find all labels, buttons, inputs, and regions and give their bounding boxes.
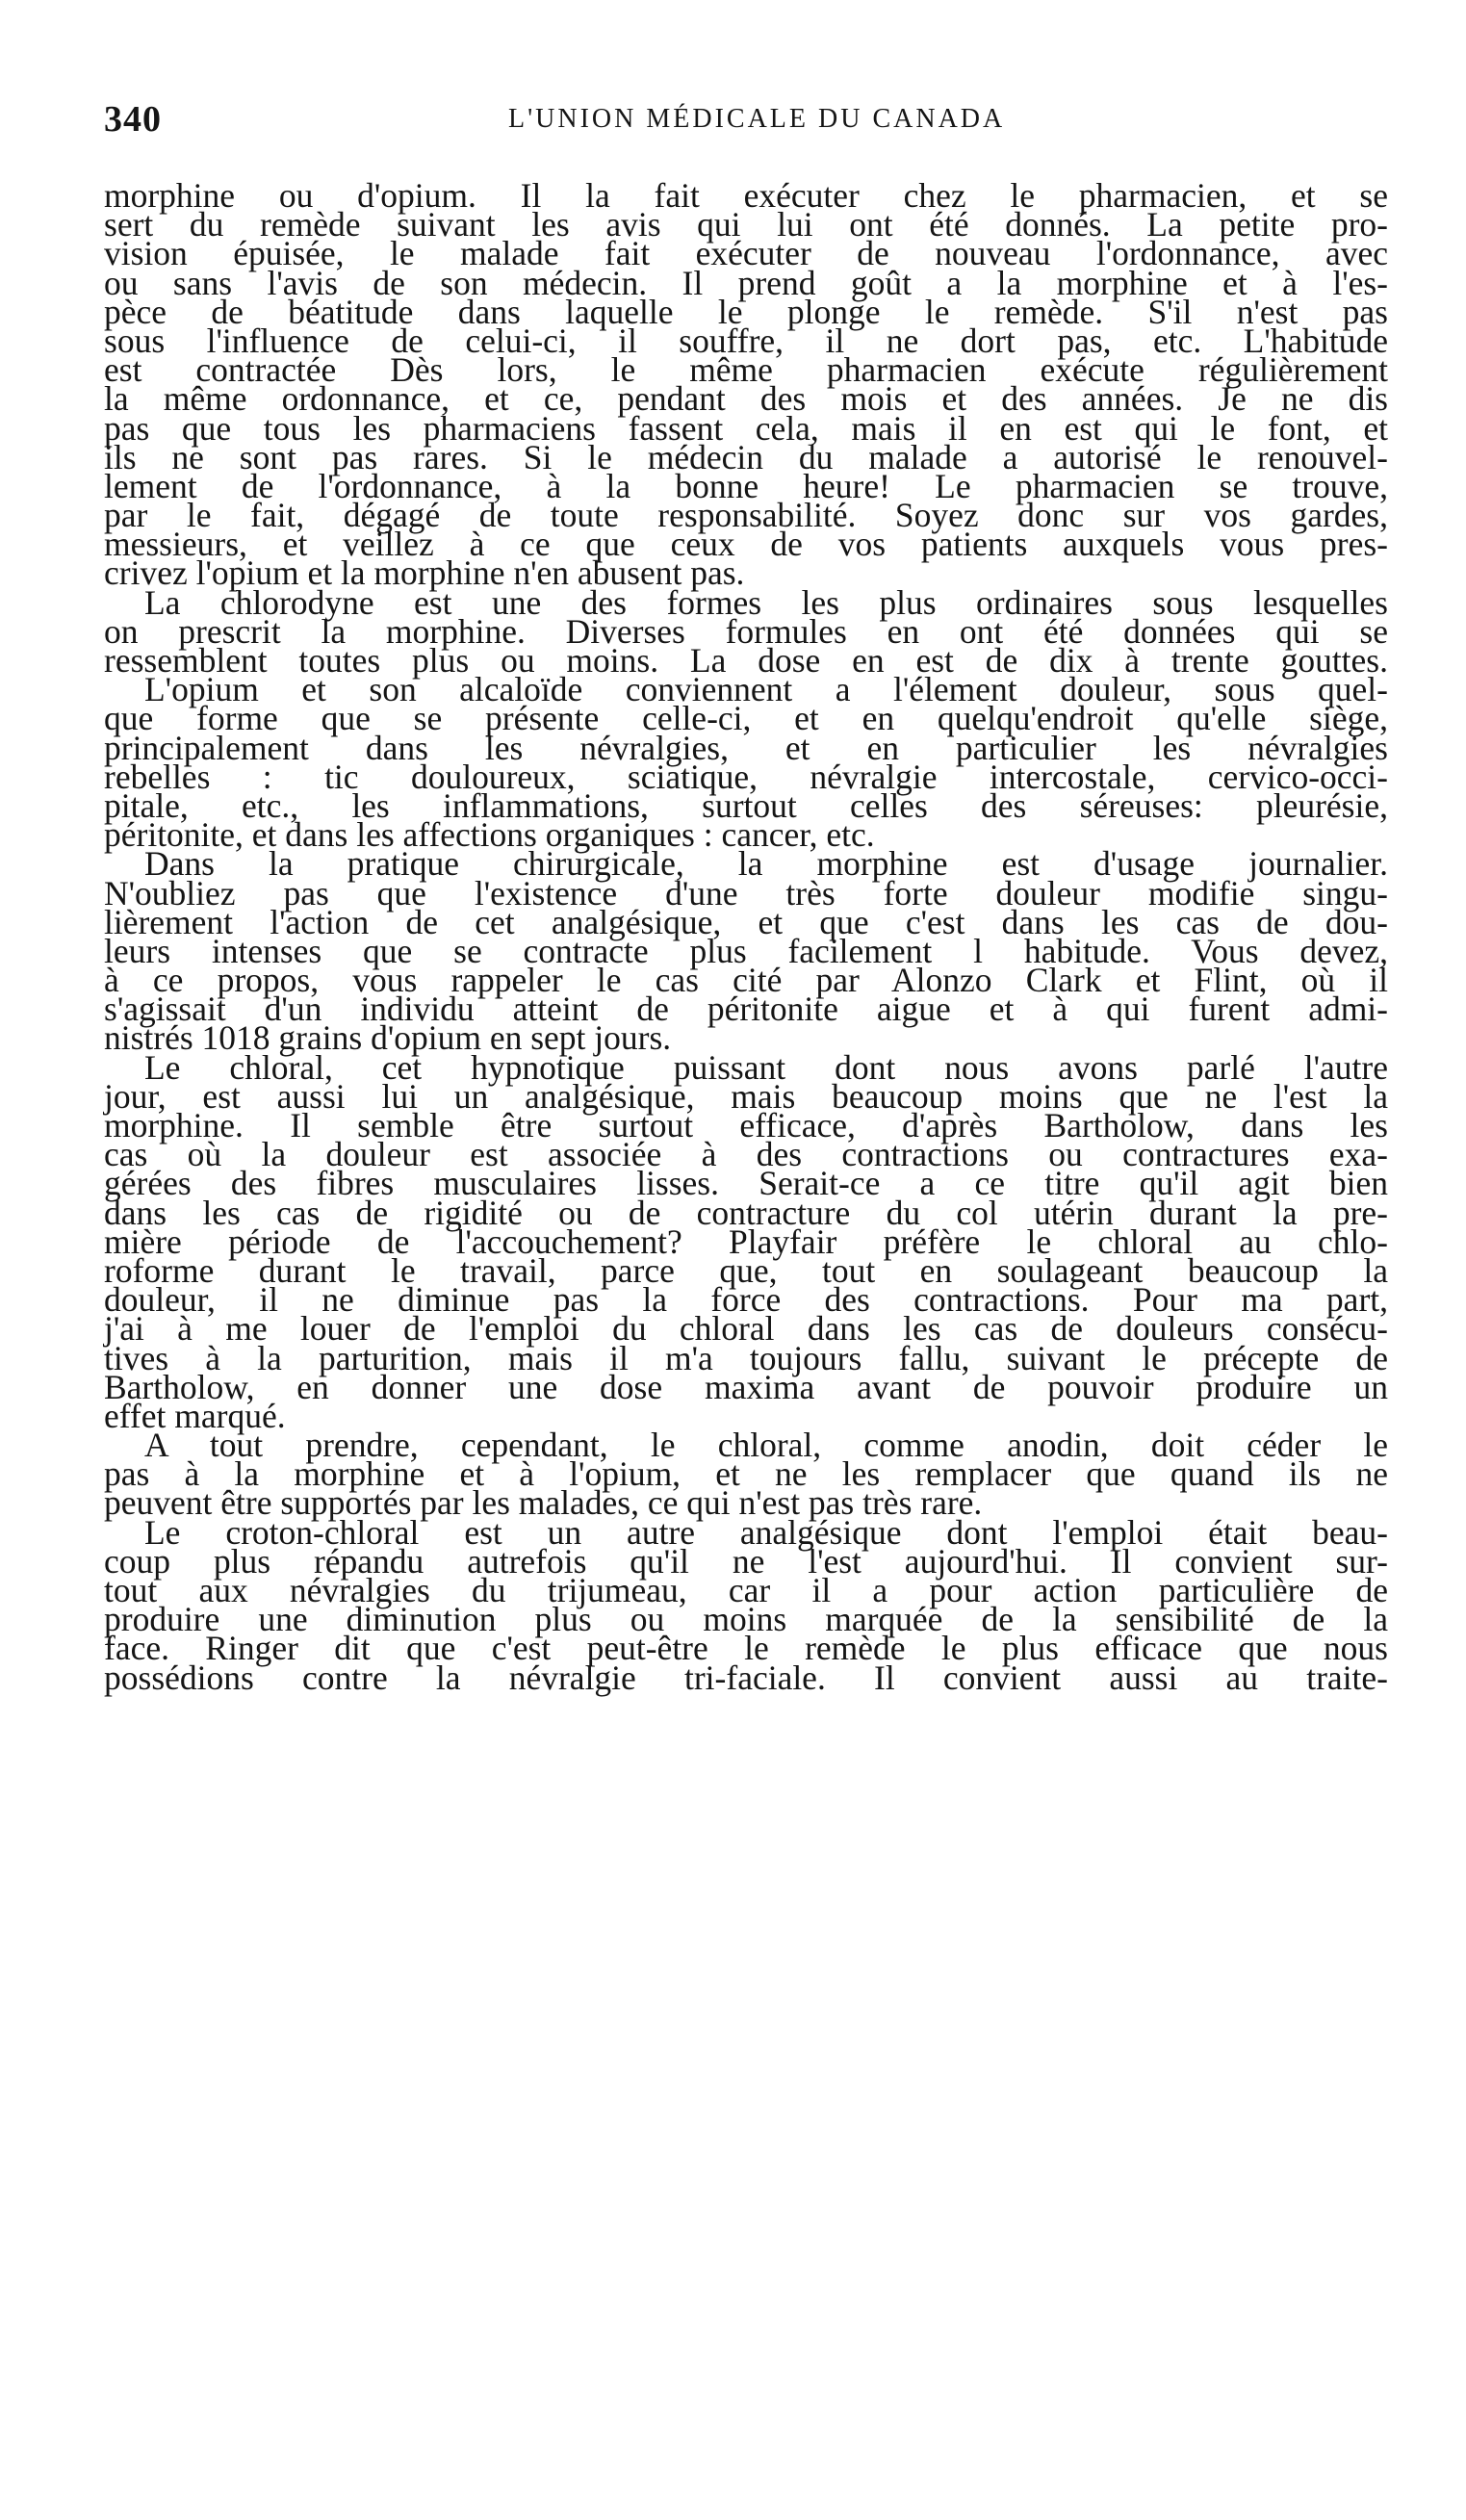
- text-line: ressemblent toutes plus ou moins. La dose en est de dix à trente gouttes.: [104, 641, 1388, 680]
- text-line: La chlorodyne est une des formes les plus ordinaires sous lesquelles: [144, 582, 1388, 622]
- text-line: péritonite, et dans les affections organiques : cancer, etc.: [104, 815, 875, 855]
- text-line: tives à la parturition, mais il m'a toujours fallu, suivant le précepte de: [104, 1338, 1388, 1377]
- text-line: mière période de l'accouchement? Playfair préfère le chloral au chlo-: [104, 1221, 1388, 1261]
- paragraph-chloral: [104, 1047, 1388, 1435]
- text-line: morphine. Il semble être surtout efficace, d'après Bartholow, dans les: [104, 1106, 1388, 1144]
- text-line: Bartholow, en donner une dose maxima avant de pouvoir produire un: [104, 1367, 1388, 1406]
- paragraph-chlorodyne: [104, 582, 1388, 680]
- text-line: est contractée Dès lors, le même pharmacien exécute régulièrement: [104, 350, 1388, 390]
- journal-title: L'UNION MÉDICALE DU CANADA: [508, 104, 1006, 134]
- text-line: morphine ou d'opium. Il la fait exécuter chez le pharmacien, et se: [104, 176, 1388, 215]
- paragraph-chloral-vs-morphine: [104, 1426, 1388, 1523]
- text-line: possédions contre la névralgie tri-faciale. Il convient aussi au traite-: [104, 1658, 1388, 1697]
- text-line: sous l'influence de celui-ci, il souffre, il ne dort pas, etc. L'habitude: [104, 321, 1388, 360]
- text-line: face. Ringer dit que c'est peut-être le remède le plus efficace que nous: [104, 1629, 1388, 1668]
- text-line: ils ne sont pas rares. Si le médecin du malade a autorisé le renouvel-: [104, 437, 1388, 476]
- text-line: que forme que se présente celle-ci, et en quelqu'endroit qu'elle siège,: [104, 699, 1388, 738]
- text-line: j'ai à me louer de l'emploi du chloral dans les cas de douleurs consécu-: [104, 1309, 1388, 1349]
- text-line: pitale, etc., les inflammations, surtout celles des séreuses: pleurésie,: [104, 785, 1388, 825]
- text-line: lièrement l'action de cet analgésique, et que c'est dans les cas de dou-: [104, 902, 1388, 941]
- text-line: pas à la morphine et à l'opium, et ne les remplacer que quand ils ne: [104, 1454, 1388, 1494]
- text-line: à ce propos, vous rappeler le cas cité par Alonzo Clark et Flint, où il: [104, 961, 1388, 1000]
- text-line: rebelles : tic douloureux, sciatique, névralgie intercostale, cervico-occi-: [104, 757, 1388, 796]
- text-line: par le fait, dégagé de toute responsabilité. Soyez donc sur vos gardes,: [104, 496, 1388, 535]
- text-line: L'opium et son alcaloïde conviennent a l'élement douleur, sous quel-: [144, 670, 1388, 709]
- text-line: messieurs, et veillez à ce que ceux de vos patients auxquels vous pres-: [104, 525, 1388, 564]
- text-line: Le chloral, cet hypnotique puissant dont nous avons parlé l'autre: [144, 1047, 1388, 1087]
- text-line: cas où la douleur est associée à des contractions ou contractures exa-: [104, 1135, 1388, 1174]
- text-line: dans les cas de rigidité ou de contracture du col utérin durant la pre-: [104, 1193, 1388, 1232]
- text-line: pas que tous les pharmaciens fassent cela, mais il en est qui le font, et: [104, 408, 1388, 448]
- text-line: principalement dans les névralgies, et en particulier les névralgies: [104, 728, 1388, 767]
- text-line: Le croton-chloral est un autre analgésique dont l'emploi était beau-: [144, 1512, 1388, 1552]
- text-line: jour, est aussi lui un analgésique, mais beaucoup moins que ne l'est la: [104, 1076, 1388, 1116]
- text-line: sert du remède suivant les avis qui lui ont été donnés. La petite pro-: [104, 205, 1388, 244]
- running-head: [104, 98, 1396, 146]
- text-line: s'agissait d'un individu atteint de péritonite aigue et à qui furent admi-: [104, 990, 1388, 1029]
- text-line: douleur, il ne diminue pas la force des contractions. Pour ma part,: [104, 1280, 1388, 1320]
- text-line: A tout prendre, cependant, le chloral, comme anodin, doit céder le: [144, 1426, 1388, 1465]
- text-line: produire une diminution plus ou moins marquée de la sensibilité de la: [104, 1600, 1388, 1639]
- body-text: [104, 176, 1388, 1697]
- text-line: crivez l'opium et la morphine n'en abusent pas.: [104, 553, 745, 593]
- text-line: Dans la pratique chirurgicale, la morphine est d'usage journalier.: [144, 844, 1388, 884]
- page-number: 340: [104, 99, 162, 140]
- text-line: gérées des fibres musculaires lisses. Serait-ce a ce titre qu'il agit bien: [104, 1164, 1388, 1203]
- text-line: coup plus répandu autrefois qu'il ne l'est aujourd'hui. Il convient sur-: [104, 1541, 1388, 1581]
- paragraph-croton-chloral: [104, 1512, 1388, 1697]
- text-line: tout aux névralgies du trijumeau, car il a pour action particulière de: [104, 1571, 1388, 1609]
- text-line: ou sans l'avis de son médecin. Il prend goût a la morphine et à l'es-: [104, 263, 1388, 302]
- text-line: la même ordonnance, et ce, pendant des mois et des années. Je ne dis: [104, 379, 1388, 419]
- text-line: lement de l'ordonnance, à la bonne heure! Le pharmacien se trouve,: [104, 466, 1388, 505]
- text-line: leurs intenses que se contracte plus facilement l habitude. Vous devez,: [104, 931, 1388, 970]
- text-line: pèce de béatitude dans laquelle le plonge le remède. S'il n'est pas: [104, 292, 1388, 331]
- paragraph-opium-indications: [104, 670, 1388, 855]
- text-line: peuvent être supportés par les malades, ce qui n'est pas très rare.: [104, 1483, 983, 1523]
- text-line: N'oubliez pas que l'existence d'une très forte douleur modifie singu-: [104, 873, 1388, 913]
- text-line: vision épuisée, le malade fait exécuter de nouveau l'ordonnance, avec: [104, 234, 1388, 273]
- text-line: roforme durant le travail, parce que, tout en soulageant beaucoup la: [104, 1250, 1388, 1290]
- text-line: nistrés 1018 grains d'opium en sept jours.: [104, 1018, 672, 1058]
- paragraph-surgical-practice: [104, 844, 1388, 1058]
- paragraph-continuation-pharmacy: [104, 176, 1388, 593]
- text-line: on prescrit la morphine. Diverses formules en ont été données qui se: [104, 611, 1388, 651]
- text-line: effet marqué.: [104, 1396, 286, 1435]
